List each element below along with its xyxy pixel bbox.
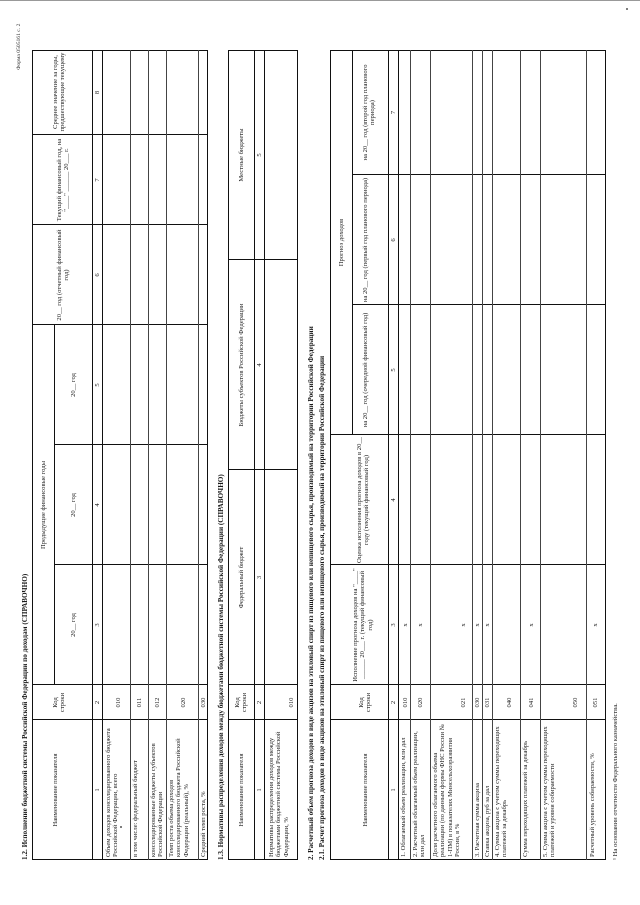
- col-number: 3: [94, 623, 101, 627]
- col-header-execution: Исполнение прогноза доходов на "____" ______ 20___ г. (текущий финансовый год): [352, 568, 374, 682]
- table-row-code: 010: [402, 697, 409, 708]
- table-row-name: 1. Облагаемый объем реализации, млн дал: [400, 737, 407, 857]
- col-header-code: Код строки: [52, 692, 67, 713]
- cell-not-applicable: x: [402, 623, 409, 627]
- col-number: 8: [94, 90, 101, 95]
- table-row-code: 020: [180, 697, 187, 708]
- col-header-forecast-y1: на 20__ год (очередной финансовый год): [362, 312, 369, 428]
- col-header-code: Код строки: [234, 692, 249, 713]
- cell-not-applicable: x: [484, 623, 491, 627]
- table-row-name: Средний темп роста, %: [200, 791, 207, 857]
- footnote: ¹ На основании отчетности Федерального казначейства.: [612, 703, 619, 860]
- col-header-name: Наименование показателя: [362, 753, 369, 827]
- table-row-name: консолидированные бюджеты субъектов Российской Федерации: [150, 743, 165, 857]
- col-header-forecast: Прогноз доходов: [338, 218, 345, 267]
- table-row-name: 5. Сумма акциза с учетом суммы переходящих платежей и уровня собираемости: [542, 726, 557, 857]
- col-header-estimate: Оценка исполнения прогноза доходов в 20__ году (текущий финансовый год): [356, 437, 371, 563]
- col-number: 6: [390, 238, 397, 242]
- section-2-title: 2. Расчетный объем прогноза доходов в виде акцизов на этиловый спирт из пищевого или непищевого сырья, производимый на территории Российской Федерации: [307, 326, 315, 860]
- col-number: 7: [94, 178, 101, 182]
- cell-not-applicable: x: [417, 623, 424, 627]
- table-row-code: 031: [484, 697, 491, 708]
- form-code-label: Форма 0505161 с. 2: [16, 23, 22, 70]
- col-header-current-year: Текущий финансовый год, на "____" ______ 20___ г.: [56, 138, 71, 222]
- col-header-average: Среднее значение за годы, предшествующие текущему: [52, 52, 67, 132]
- col-header-local: Местные бюджеты: [238, 128, 245, 182]
- table-row-code: 040: [506, 697, 513, 708]
- col-header-forecast-y3: на 20__ год (второй год планового периода): [362, 64, 377, 161]
- table-row-name: Ставка акциза, руб за дал: [484, 785, 491, 857]
- col-header-year-3: 20__ год: [70, 373, 77, 397]
- col-number: 4: [256, 363, 263, 367]
- col-header-forecast-y2: на 20__ год (первый год планового периода): [362, 177, 369, 303]
- table-row-code: 041: [528, 697, 535, 708]
- table-row-code: 021: [460, 697, 467, 708]
- col-number: 7: [390, 110, 397, 115]
- col-number: 2: [94, 700, 101, 705]
- table-row-name: Доля расчетного облагаемого объема реализации (по данным формы ФНС России № 1-ПМ) в показателях Минсельхозразвития России, в %: [432, 724, 461, 857]
- table-row-name: Расчетный уровень собираемости, %: [589, 753, 596, 857]
- section-1-3-title: 1.3. Нормативы распределения доходов между бюджетами бюджетной системы Российской Федерации (СПРАВОЧНО): [217, 474, 225, 860]
- col-number: 5: [94, 383, 101, 387]
- section-2-1-title: 2.1. Расчет прогноза доходов в виде акцизов на этиловый спирт из пищевого или непищевого сырья, производимый на территории Российской Федерации: [318, 355, 326, 860]
- table-row-code: 030: [200, 697, 207, 708]
- col-number: 6: [94, 273, 101, 277]
- cell-not-applicable: x: [592, 623, 599, 627]
- table-row-code: 010: [288, 697, 295, 708]
- col-header-regional: Бюджеты субъектов Российской Федерации: [238, 303, 245, 427]
- cell-not-applicable: x: [528, 623, 535, 627]
- table-row-code: 011: [136, 697, 143, 708]
- page-top-rule: [0, 0, 640, 1]
- col-header-name: Наименование показателя: [52, 753, 59, 827]
- cell-not-applicable: x: [474, 623, 481, 627]
- col-number: 3: [390, 623, 397, 627]
- table-row-code: 012: [154, 697, 161, 708]
- col-header-year-2: 20__ год: [70, 493, 77, 517]
- col-number: 1: [94, 788, 101, 792]
- table-row-name: в том числе: федеральный бюджет: [132, 760, 139, 857]
- col-number: 1: [390, 788, 397, 792]
- table-row-code: 050: [572, 697, 579, 708]
- col-number: 5: [390, 368, 397, 372]
- table-row-code: 010: [115, 697, 122, 708]
- table-row-name: Нормативы распределения доходов между бюджетами бюджетной системы Российской Федерации, %: [268, 731, 290, 857]
- col-header-year-1: 20__ год: [70, 613, 77, 637]
- table-row-name: Объем доходов консолидированного бюджета Российской Федерации, всего: [105, 728, 120, 857]
- col-number: 2: [256, 700, 263, 705]
- col-header-name: Наименование показателя: [238, 753, 245, 827]
- col-header-reporting-year: 20__ год (отчетный финансовый год): [56, 229, 71, 321]
- col-header-federal: Федеральный бюджет: [238, 546, 245, 609]
- col-header-code: Код строки: [358, 692, 373, 713]
- table-row-code: 020: [417, 697, 424, 708]
- table-row-code: 030: [474, 697, 481, 708]
- cell-not-applicable: x: [460, 623, 467, 627]
- section-1-2-title: 1.2. Исполнение бюджетной системы Российской Федерации по доходам (СПРАВОЧНО): [21, 573, 29, 860]
- table-row-name: Темп роста объема доходов консолидированного бюджета Российской Федерации (реальный), %: [168, 738, 190, 857]
- col-number: 5: [256, 153, 263, 157]
- col-number: 3: [256, 575, 263, 580]
- table-row-name: 4. Сумма акциза с учетом суммы переходящих платежей за декабрь: [494, 726, 509, 857]
- table-row-name: 3. Расчетная сумма акциза: [474, 783, 481, 857]
- col-number: 4: [94, 503, 101, 507]
- col-number: 1: [256, 788, 263, 792]
- table-row-name: 2. Расчетный облагаемый объем реализации, млн дал: [412, 731, 427, 857]
- col-header-previous-years: Предыдущие финансовые годы: [40, 460, 47, 550]
- col-number: 4: [390, 498, 397, 502]
- col-number: 2: [390, 700, 397, 705]
- table-row-name: Сумма переходящих платежей за декабрь: [522, 740, 529, 857]
- table-row-code: 051: [592, 697, 599, 708]
- rotated-form-content: [12, 10, 632, 890]
